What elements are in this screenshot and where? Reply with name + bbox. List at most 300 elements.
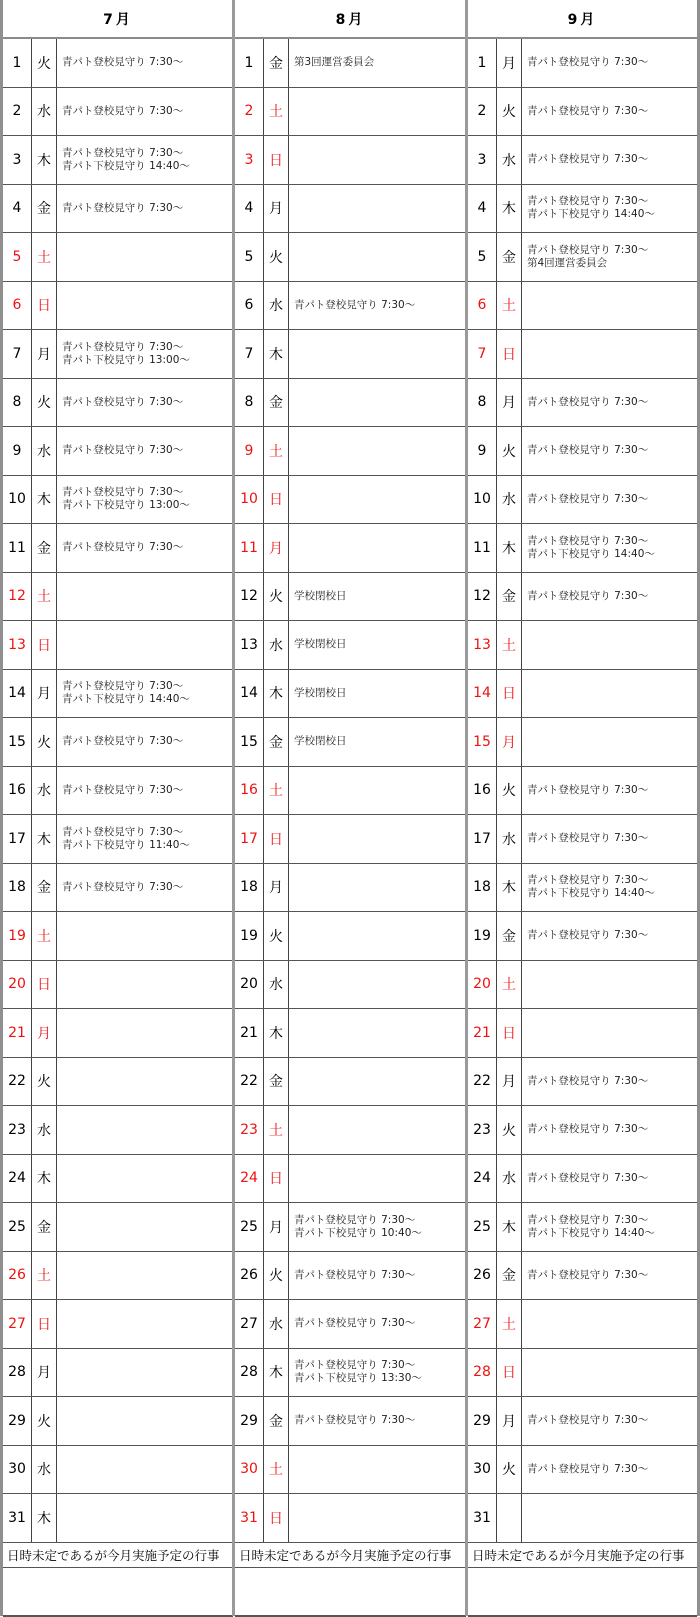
day-number: 4	[468, 185, 497, 233]
day-number: 3	[235, 136, 264, 184]
calendar-day-row	[468, 1058, 697, 1107]
day-number: 19	[3, 912, 32, 960]
calendar-day-row	[3, 1203, 233, 1252]
weekday: 土	[264, 1446, 289, 1494]
day-events	[289, 1009, 466, 1057]
day-number: 23	[3, 1106, 32, 1154]
day-events	[57, 1397, 233, 1445]
day-number: 16	[468, 767, 497, 815]
day-events	[522, 1446, 697, 1494]
day-number: 6	[3, 282, 32, 330]
day-events	[289, 621, 466, 669]
calendar-day-row	[3, 524, 233, 573]
month-september	[468, 0, 697, 1616]
event-text: 青パト登校見守り 7:30～	[527, 832, 649, 845]
event-text: 青パト下校見守り 10:40～	[294, 1226, 422, 1239]
calendar-day-row	[235, 912, 466, 961]
weekday: 月	[32, 670, 57, 718]
weekday: 木	[497, 1203, 522, 1251]
weekday: 土	[497, 961, 522, 1009]
day-events	[289, 1106, 466, 1154]
day-events	[522, 767, 697, 815]
weekday: 水	[264, 961, 289, 1009]
calendar-day-row	[235, 39, 466, 88]
day-number: 29	[468, 1397, 497, 1445]
weekday: 木	[497, 864, 522, 912]
divider-jul-aug	[232, 0, 235, 1616]
weekday: 土	[497, 282, 522, 330]
day-events	[57, 1494, 233, 1542]
weekday: 金	[32, 524, 57, 572]
weekday: 土	[264, 767, 289, 815]
day-events	[289, 1203, 466, 1251]
day-number: 23	[235, 1106, 264, 1154]
day-events	[289, 1058, 466, 1106]
calendar-day-row	[468, 282, 697, 331]
day-events	[522, 524, 697, 572]
weekday: 火	[264, 573, 289, 621]
calendar-day-row	[235, 1446, 466, 1495]
calendar-day-row	[468, 864, 697, 913]
calendar-day-row	[3, 233, 233, 282]
day-events	[57, 427, 233, 475]
day-events	[522, 864, 697, 912]
day-events	[289, 767, 466, 815]
day-number: 9	[3, 427, 32, 475]
day-number: 1	[468, 39, 497, 87]
weekday: 月	[32, 1349, 57, 1397]
day-number: 6	[468, 282, 497, 330]
calendar-day-row	[3, 670, 233, 719]
day-number: 29	[3, 1397, 32, 1445]
calendar-day-row	[235, 961, 466, 1010]
event-text: 青パト登校見守り 7:30～	[62, 146, 184, 159]
calendar-day-row	[3, 1349, 233, 1398]
day-number: 18	[235, 864, 264, 912]
day-number: 21	[3, 1009, 32, 1057]
weekday: 月	[497, 718, 522, 766]
calendar-day-row	[3, 185, 233, 234]
calendar-day-row	[235, 233, 466, 282]
weekday: 水	[32, 1446, 57, 1494]
event-text: 青パト下校見守り 14:40～	[527, 208, 655, 221]
day-events	[522, 1106, 697, 1154]
day-number: 20	[3, 961, 32, 1009]
day-events	[289, 1155, 466, 1203]
event-text: 学校閉校日	[294, 686, 347, 699]
day-events	[57, 1252, 233, 1300]
day-events	[522, 1349, 697, 1397]
day-events	[522, 379, 697, 427]
calendar-day-row	[3, 1058, 233, 1107]
day-events	[522, 282, 697, 330]
event-text: 第3回運営委員会	[294, 56, 375, 69]
day-number: 31	[468, 1494, 497, 1542]
month-july	[3, 0, 233, 1616]
weekday: 水	[497, 1155, 522, 1203]
day-number: 7	[235, 330, 264, 378]
month-title: 8月	[235, 0, 466, 39]
calendar-day-row	[468, 815, 697, 864]
weekday: 日	[497, 1349, 522, 1397]
day-events	[289, 912, 466, 960]
day-number: 28	[468, 1349, 497, 1397]
calendar-day-row	[3, 39, 233, 88]
day-number: 27	[235, 1300, 264, 1348]
weekday: 土	[264, 88, 289, 136]
calendar-day-row	[468, 524, 697, 573]
weekday: 木	[264, 1009, 289, 1057]
weekday: 火	[32, 1397, 57, 1445]
day-number: 18	[468, 864, 497, 912]
weekday: 金	[264, 1397, 289, 1445]
event-text: 青パト登校見守り 7:30～	[294, 1359, 416, 1372]
day-number: 8	[3, 379, 32, 427]
day-events	[57, 282, 233, 330]
weekday: 日	[32, 621, 57, 669]
weekday: 木	[32, 476, 57, 524]
weekday: 月	[32, 1009, 57, 1057]
undated-events-box	[468, 1568, 697, 1617]
day-events	[522, 961, 697, 1009]
calendar-day-row	[3, 1446, 233, 1495]
day-events	[289, 1300, 466, 1348]
day-events	[57, 233, 233, 281]
weekday: 火	[32, 379, 57, 427]
calendar-day-row	[3, 864, 233, 913]
day-events	[522, 1203, 697, 1251]
day-number: 6	[235, 282, 264, 330]
weekday: 木	[264, 330, 289, 378]
day-number: 15	[235, 718, 264, 766]
day-events	[57, 573, 233, 621]
calendar-day-row	[468, 39, 697, 88]
calendar-day-row	[3, 1106, 233, 1155]
day-number: 4	[235, 185, 264, 233]
weekday: 金	[264, 379, 289, 427]
undated-events-label: 日時未定であるが今月実施予定の行事	[235, 1543, 466, 1568]
calendar-day-row	[468, 185, 697, 234]
day-number: 4	[3, 185, 32, 233]
weekday: 土	[32, 233, 57, 281]
weekday: 木	[264, 1349, 289, 1397]
event-text: 青パト登校見守り 7:30～	[62, 340, 184, 353]
calendar-day-row	[235, 767, 466, 816]
day-number: 27	[468, 1300, 497, 1348]
event-text: 青パト下校見守り 14:40～	[527, 547, 655, 560]
weekday: 日	[264, 815, 289, 863]
event-text: 学校閉校日	[294, 589, 347, 602]
event-text: 青パト登校見守り 7:30～	[527, 874, 649, 887]
weekday: 火	[32, 39, 57, 87]
calendar-day-row	[468, 718, 697, 767]
weekday: 金	[32, 185, 57, 233]
weekday: 土	[32, 573, 57, 621]
calendar-day-row	[3, 815, 233, 864]
day-events	[57, 621, 233, 669]
event-text: 第4回運営委員会	[527, 256, 608, 269]
month-august	[235, 0, 466, 1616]
calendar-day-row	[235, 1203, 466, 1252]
calendar-day-row	[468, 136, 697, 185]
day-number: 30	[3, 1446, 32, 1494]
day-number: 30	[468, 1446, 497, 1494]
event-text: 青パト登校見守り 7:30～	[62, 486, 184, 499]
weekday: 土	[32, 1252, 57, 1300]
undated-events-label: 日時未定であるが今月実施予定の行事	[468, 1543, 697, 1568]
event-text: 青パト下校見守り 14:40～	[527, 887, 655, 900]
day-number: 9	[468, 427, 497, 475]
weekday: 金	[497, 573, 522, 621]
day-number: 15	[3, 718, 32, 766]
weekday: 月	[32, 330, 57, 378]
day-events	[57, 476, 233, 524]
calendar-day-row	[3, 88, 233, 137]
day-events	[57, 524, 233, 572]
event-text: 青パト下校見守り 13:30～	[294, 1372, 422, 1385]
weekday: 土	[32, 912, 57, 960]
day-events	[57, 39, 233, 87]
day-events	[289, 282, 466, 330]
day-events	[289, 233, 466, 281]
day-events	[289, 136, 466, 184]
weekday: 日	[497, 1009, 522, 1057]
event-text: 青パト登校見守り 7:30～	[527, 395, 649, 408]
calendar-day-row	[468, 1446, 697, 1495]
weekday: 水	[264, 621, 289, 669]
weekday: 月	[264, 864, 289, 912]
event-text: 青パト登校見守り 7:30～	[294, 1414, 416, 1427]
calendar-day-row	[235, 1058, 466, 1107]
day-events	[289, 1494, 466, 1542]
calendar-day-row	[468, 573, 697, 622]
day-events	[57, 1446, 233, 1494]
calendar-day-row	[468, 961, 697, 1010]
event-text: 青パト登校見守り 7:30～	[527, 1074, 649, 1087]
calendar-day-row	[235, 573, 466, 622]
day-events	[522, 427, 697, 475]
day-number: 26	[3, 1252, 32, 1300]
calendar-day-row	[468, 1009, 697, 1058]
weekday: 金	[264, 39, 289, 87]
day-events	[57, 815, 233, 863]
day-number: 2	[235, 88, 264, 136]
event-text: 青パト登校見守り 7:30～	[62, 104, 184, 117]
weekday: 木	[32, 136, 57, 184]
weekday: 月	[264, 1203, 289, 1251]
event-text: 青パト登校見守り 7:30～	[527, 243, 649, 256]
weekday: 火	[264, 233, 289, 281]
weekday: 金	[264, 1058, 289, 1106]
day-events	[57, 670, 233, 718]
day-events	[522, 1009, 697, 1057]
weekday: 火	[32, 1058, 57, 1106]
day-events	[522, 1058, 697, 1106]
calendar-day-row	[3, 1155, 233, 1204]
day-number: 5	[468, 233, 497, 281]
day-events	[57, 88, 233, 136]
calendar-day-row	[235, 1252, 466, 1301]
day-number: 8	[235, 379, 264, 427]
calendar-day-row	[235, 1494, 466, 1543]
weekday: 日	[264, 1155, 289, 1203]
day-events	[289, 961, 466, 1009]
event-text: 青パト登校見守り 7:30～	[527, 1213, 649, 1226]
day-events	[522, 233, 697, 281]
event-text: 青パト登校見守り 7:30～	[62, 541, 184, 554]
calendar-day-row	[468, 1203, 697, 1252]
event-text: 青パト登校見守り 7:30～	[62, 825, 184, 838]
event-text: 学校閉校日	[294, 735, 347, 748]
day-number: 19	[235, 912, 264, 960]
day-number: 16	[3, 767, 32, 815]
day-number: 26	[235, 1252, 264, 1300]
day-number: 7	[468, 330, 497, 378]
event-text: 青パト登校見守り 7:30～	[62, 735, 184, 748]
weekday: 火	[497, 1446, 522, 1494]
calendar-day-row	[468, 379, 697, 428]
weekday: 月	[264, 185, 289, 233]
month-title: 7月	[3, 0, 233, 39]
day-number: 25	[3, 1203, 32, 1251]
weekday: 水	[264, 1300, 289, 1348]
weekday: 日	[264, 476, 289, 524]
day-events	[289, 718, 466, 766]
calendar-day-row	[235, 476, 466, 525]
day-events	[522, 1300, 697, 1348]
day-number: 24	[235, 1155, 264, 1203]
day-events	[522, 1397, 697, 1445]
event-text: 青パト登校見守り 7:30～	[527, 589, 649, 602]
calendar-day-row	[3, 1252, 233, 1301]
day-number: 21	[235, 1009, 264, 1057]
weekday: 金	[264, 718, 289, 766]
weekday: 水	[497, 136, 522, 184]
event-text: 青パト登校見守り 7:30～	[527, 1171, 649, 1184]
day-number: 5	[3, 233, 32, 281]
undated-events-label: 日時未定であるが今月実施予定の行事	[3, 1543, 233, 1568]
weekday: 月	[497, 39, 522, 87]
event-text: 青パト登校見守り 7:30～	[62, 201, 184, 214]
day-events	[289, 1446, 466, 1494]
day-number: 30	[235, 1446, 264, 1494]
day-number: 11	[3, 524, 32, 572]
event-text: 青パト登校見守り 7:30～	[294, 1268, 416, 1281]
day-events	[522, 621, 697, 669]
weekday: 土	[264, 427, 289, 475]
day-number: 17	[468, 815, 497, 863]
day-events	[522, 136, 697, 184]
event-text: 青パト登校見守り 7:30～	[527, 492, 649, 505]
day-number: 22	[235, 1058, 264, 1106]
day-events	[57, 136, 233, 184]
day-number: 28	[235, 1349, 264, 1397]
calendar-day-row	[468, 1252, 697, 1301]
weekday: 日	[264, 136, 289, 184]
day-events	[522, 1252, 697, 1300]
calendar-day-row	[468, 427, 697, 476]
calendar-day-row	[3, 330, 233, 379]
day-number: 12	[235, 573, 264, 621]
day-number: 16	[235, 767, 264, 815]
event-text: 青パト登校見守り 7:30～	[527, 1414, 649, 1427]
day-events	[522, 1155, 697, 1203]
event-text: 青パト登校見守り 7:30～	[294, 1213, 416, 1226]
calendar-day-row	[235, 185, 466, 234]
calendar-day-row	[468, 1349, 697, 1398]
calendar-day-row	[3, 1397, 233, 1446]
day-events	[57, 1203, 233, 1251]
day-number: 25	[235, 1203, 264, 1251]
weekday: 火	[32, 718, 57, 766]
day-events	[289, 670, 466, 718]
calendar-day-row	[3, 282, 233, 331]
day-number: 14	[235, 670, 264, 718]
day-number: 2	[3, 88, 32, 136]
day-number: 20	[468, 961, 497, 1009]
day-number: 12	[3, 573, 32, 621]
weekday: 火	[497, 88, 522, 136]
event-text: 青パト登校見守り 7:30～	[527, 153, 649, 166]
day-events	[57, 718, 233, 766]
day-events	[289, 1252, 466, 1300]
day-number: 12	[468, 573, 497, 621]
day-number: 21	[468, 1009, 497, 1057]
day-events	[289, 864, 466, 912]
event-text: 青パト登校見守り 7:30～	[62, 444, 184, 457]
day-number: 27	[3, 1300, 32, 1348]
day-events	[57, 767, 233, 815]
calendar-day-row	[3, 912, 233, 961]
day-events	[289, 573, 466, 621]
weekday: 木	[32, 1494, 57, 1542]
calendar-day-row	[3, 767, 233, 816]
event-text: 青パト登校見守り 7:30～	[527, 929, 649, 942]
day-number: 23	[468, 1106, 497, 1154]
weekday: 火	[497, 1106, 522, 1154]
event-text: 青パト登校見守り 7:30～	[527, 1462, 649, 1475]
calendar-day-row	[235, 1300, 466, 1349]
weekday: 金	[497, 912, 522, 960]
weekday: 木	[264, 670, 289, 718]
day-number: 8	[468, 379, 497, 427]
calendar-day-row	[235, 330, 466, 379]
day-events	[522, 39, 697, 87]
weekday: 水	[264, 282, 289, 330]
day-number: 11	[235, 524, 264, 572]
weekday	[497, 1494, 522, 1542]
weekday: 水	[32, 767, 57, 815]
day-number: 14	[468, 670, 497, 718]
event-text: 青パト登校見守り 7:30～	[62, 880, 184, 893]
calendar-day-row	[235, 136, 466, 185]
event-text: 青パト登校見守り 7:30～	[527, 104, 649, 117]
day-number: 10	[235, 476, 264, 524]
event-text: 青パト登校見守り 7:30～	[527, 534, 649, 547]
weekday: 水	[497, 476, 522, 524]
weekday: 日	[497, 670, 522, 718]
weekday: 金	[32, 1203, 57, 1251]
weekday: 日	[264, 1494, 289, 1542]
event-text: 青パト登校見守り 7:30～	[527, 195, 649, 208]
calendar-day-row	[235, 1397, 466, 1446]
day-number: 31	[3, 1494, 32, 1542]
day-events	[57, 1009, 233, 1057]
undated-events-box	[235, 1568, 466, 1617]
day-events	[522, 718, 697, 766]
day-events	[289, 1349, 466, 1397]
day-events	[289, 427, 466, 475]
